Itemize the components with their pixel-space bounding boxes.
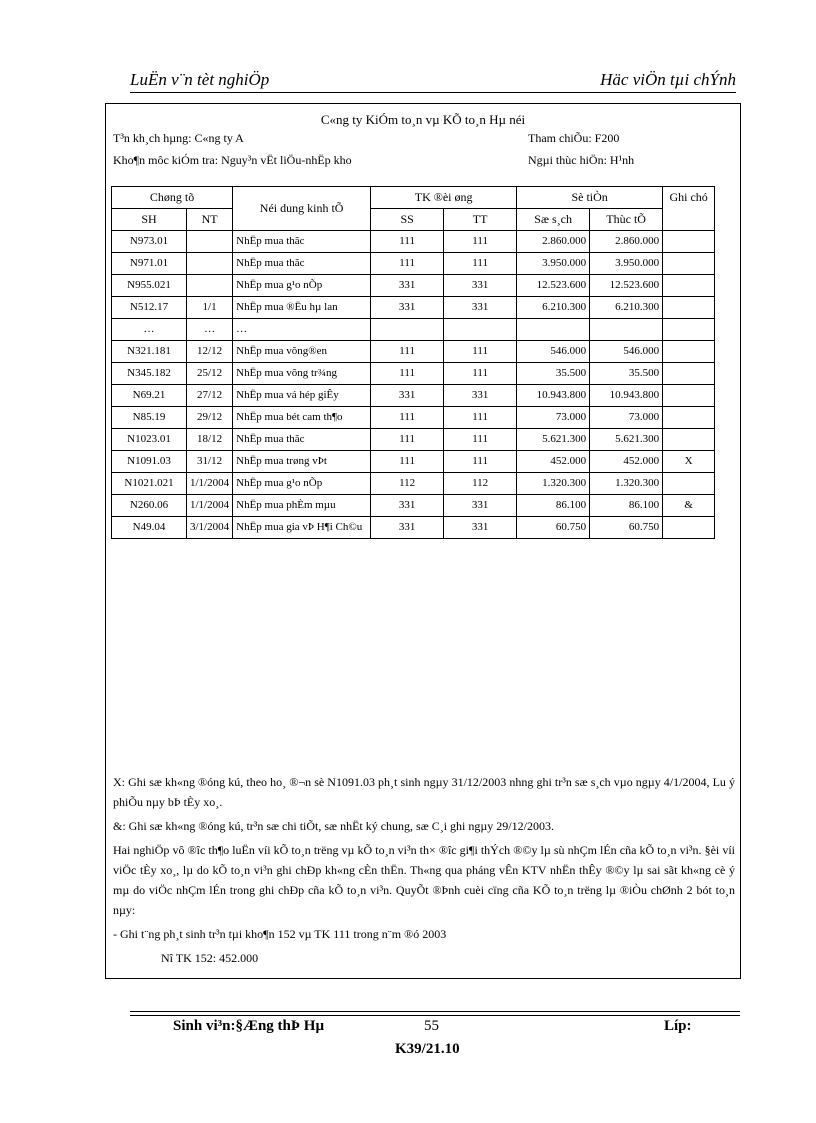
- cell-book: 60.750: [517, 517, 590, 539]
- cell-ss: 111: [371, 363, 444, 385]
- cell-actual: 452.000: [590, 451, 663, 473]
- cell-note: [663, 407, 715, 429]
- cell-tt: 331: [444, 517, 517, 539]
- cell-book: 546.000: [517, 341, 590, 363]
- cell-content: NhËp mua gia vÞ H¶i Ch©u: [233, 517, 371, 539]
- class-code: K39/21.10: [395, 1041, 460, 1057]
- cell-ss: 331: [371, 495, 444, 517]
- cell-nt: …: [187, 319, 233, 341]
- table-row: [112, 319, 715, 341]
- cell-sh: N973.01: [112, 231, 187, 253]
- cell-content: …: [233, 319, 371, 341]
- cell-ss: 331: [371, 297, 444, 319]
- cell-actual: 1.320.300: [590, 473, 663, 495]
- audit-notes: [113, 772, 735, 972]
- cell-nt: 12/12: [187, 341, 233, 363]
- vouching-table: [111, 186, 715, 539]
- cell-tt: 112: [444, 473, 517, 495]
- table-row: [112, 275, 715, 297]
- cell-book: [517, 319, 590, 341]
- cell-ss: 331: [371, 385, 444, 407]
- cell-tt: [444, 319, 517, 341]
- cell-book: 5.621.300: [517, 429, 590, 451]
- cell-ss: 331: [371, 517, 444, 539]
- cell-sh: N1091.03: [112, 451, 187, 473]
- note-amp: &: Ghi sæ kh«ng ®óng kú, tr³n sæ chi tiÕt, sæ nhËt ký chung, sæ C¸i ghi ngµy 29/12/2003.: [113, 819, 554, 833]
- cell-tt: 111: [444, 363, 517, 385]
- cell-sh: N512.17: [112, 297, 187, 319]
- sub-header-row: [112, 209, 715, 231]
- student-name: Sinh vi³n:§Æng thÞ Hµ: [173, 1018, 325, 1034]
- table-row: [112, 429, 715, 451]
- cell-sh: N955.021: [112, 275, 187, 297]
- cell-ss: 331: [371, 275, 444, 297]
- cell-nt: 18/12: [187, 429, 233, 451]
- cell-nt: [187, 275, 233, 297]
- cell-nt: [187, 231, 233, 253]
- table-row: [112, 253, 715, 275]
- cell-actual: 6.210.300: [590, 297, 663, 319]
- cell-sh: N260.06: [112, 495, 187, 517]
- cell-tt: 111: [444, 429, 517, 451]
- table-row: [112, 473, 715, 495]
- cell-actual: 35.500: [590, 363, 663, 385]
- cell-ss: [371, 319, 444, 341]
- cell-ss: 111: [371, 341, 444, 363]
- cell-actual: [590, 319, 663, 341]
- cell-book: 6.210.300: [517, 297, 590, 319]
- cell-note: [663, 253, 715, 275]
- cell-tt: 111: [444, 253, 517, 275]
- cell-sh: N321.181: [112, 341, 187, 363]
- account-header: TK ®èi øng: [371, 187, 517, 209]
- note-conclusion: Hai nghiÖp vô ®îc th¶o luËn víi kÕ to¸n trëng vµ kÕ to¸n vi³n th× ®îc gi¶i thÝch ®©y lµ sù nhÇm lÉn cña kÕ to¸n vi³n. §èi víi viÖc tÈy xo¸, lµ do kÕ to¸n vi³n ghi chÐp kh«ng cÈn thËn. Th«ng qua pháng vÊn KTV nhËn thÊy ®©y lµ sai sãt kh«ng cè ý mµ do viÖc nhÇm lÉn trong ghi chÐp cña kÕ to¸n vi³n. QuyÕt ®Þnh cuèi cïng cña KÕ to¸n trëng lµ ®iÒu chØnh 2 bót to¸n nµy:: [113, 843, 735, 917]
- running-header: [130, 70, 736, 93]
- cell-tt: 331: [444, 495, 517, 517]
- cell-nt: 25/12: [187, 363, 233, 385]
- cell-content: NhËp mua ®Ëu hµ lan: [233, 297, 371, 319]
- cell-tt: 111: [444, 231, 517, 253]
- cell-actual: 12.523.600: [590, 275, 663, 297]
- cell-nt: 3/1/2004: [187, 517, 233, 539]
- cell-tt: 111: [444, 341, 517, 363]
- cell-note: [663, 297, 715, 319]
- cell-tt: 331: [444, 385, 517, 407]
- cell-note: [663, 429, 715, 451]
- audit-area: Kho¶n môc kiÓm tra: Nguy³n vËt liÖu-nhËp kho: [113, 153, 352, 167]
- note-header: Ghi chó: [663, 187, 715, 231]
- amount-header: Sè tiÒn: [517, 187, 663, 209]
- performed-by: Ngµi thùc hiÖn: H¹nh: [528, 153, 635, 167]
- cell-tt: 331: [444, 297, 517, 319]
- content-header: Néi dung kinh tÕ: [233, 187, 371, 231]
- cell-book: 1.320.300: [517, 473, 590, 495]
- cell-ss: 111: [371, 429, 444, 451]
- cell-actual: 2.860.000: [590, 231, 663, 253]
- tt-header: TT: [444, 209, 517, 231]
- reference-code: Tham chiÕu: F200: [528, 131, 620, 145]
- cell-note: [663, 275, 715, 297]
- cell-ss: 111: [371, 253, 444, 275]
- table-row: [112, 407, 715, 429]
- cell-note: [663, 385, 715, 407]
- cell-note: [663, 363, 715, 385]
- institution-label: Häc viÖn tµi chÝnh: [600, 70, 736, 89]
- cell-sh: N1021.021: [112, 473, 187, 495]
- cell-nt: 27/12: [187, 385, 233, 407]
- meta-row-1: [106, 128, 740, 150]
- cell-actual: 5.621.300: [590, 429, 663, 451]
- cell-ss: 112: [371, 473, 444, 495]
- book-header: Sæ s¸ch: [517, 209, 590, 231]
- cell-nt: 1/1/2004: [187, 473, 233, 495]
- cell-sh: N69.21: [112, 385, 187, 407]
- footer-rule: [130, 1011, 740, 1016]
- cell-actual: 3.950.000: [590, 253, 663, 275]
- cell-content: NhËp mua bét cam th¶o: [233, 407, 371, 429]
- class-label: Líp:: [664, 1018, 692, 1034]
- table-row: [112, 297, 715, 319]
- cell-tt: 111: [444, 451, 517, 473]
- audit-worksheet: [105, 103, 741, 979]
- cell-actual: 73.000: [590, 407, 663, 429]
- table-row: [112, 385, 715, 407]
- cell-nt: 1/1: [187, 297, 233, 319]
- cell-book: 10.943.800: [517, 385, 590, 407]
- cell-note: [663, 231, 715, 253]
- cell-sh: N85.19: [112, 407, 187, 429]
- cell-sh: N971.01: [112, 253, 187, 275]
- company-title: C«ng ty KiÓm to¸n vµ KÕ to¸n Hµ néi: [320, 112, 526, 127]
- cell-ss: 111: [371, 407, 444, 429]
- cell-book: 2.860.000: [517, 231, 590, 253]
- note-adjustment: - Ghi t¨ng ph¸t sinh tr³n tµi kho¶n 152 vµ TK 111 trong n¨m ®ó 2003: [113, 927, 447, 941]
- cell-tt: 331: [444, 275, 517, 297]
- cell-content: NhËp mua g¹o nÕp: [233, 473, 371, 495]
- cell-sh: N49.04: [112, 517, 187, 539]
- cell-nt: [187, 253, 233, 275]
- cell-content: NhËp mua trøng vÞt: [233, 451, 371, 473]
- table-row: [112, 341, 715, 363]
- cell-book: 3.950.000: [517, 253, 590, 275]
- voucher-header: Chøng tõ: [112, 187, 233, 209]
- cell-nt: 1/1/2004: [187, 495, 233, 517]
- cell-ss: 111: [371, 231, 444, 253]
- cell-content: NhËp mua g¹o nÕp: [233, 275, 371, 297]
- cell-note: [663, 341, 715, 363]
- group-header-row: [112, 187, 715, 209]
- table-row: [112, 451, 715, 473]
- client-name: T³n kh¸ch hµng: C«ng ty A: [113, 131, 244, 145]
- table-row: [112, 231, 715, 253]
- cell-note: [663, 473, 715, 495]
- cell-tt: 111: [444, 407, 517, 429]
- cell-actual: 10.943.800: [590, 385, 663, 407]
- ss-header: SS: [371, 209, 444, 231]
- cell-note: [663, 319, 715, 341]
- sh-header: SH: [112, 209, 187, 231]
- cell-nt: 29/12: [187, 407, 233, 429]
- cell-note: &: [663, 495, 715, 517]
- cell-content: NhËp mua thãc: [233, 429, 371, 451]
- cell-sh: N1023.01: [112, 429, 187, 451]
- page-number: 55: [424, 1018, 439, 1034]
- cell-actual: 86.100: [590, 495, 663, 517]
- cell-nt: 31/12: [187, 451, 233, 473]
- cell-sh: …: [112, 319, 187, 341]
- cell-book: 73.000: [517, 407, 590, 429]
- cell-book: 452.000: [517, 451, 590, 473]
- cell-note: [663, 517, 715, 539]
- thesis-label: LuËn v¨n tèt nghiÖp: [130, 70, 270, 89]
- cell-content: NhËp mua võng tr¾ng: [233, 363, 371, 385]
- cell-book: 35.500: [517, 363, 590, 385]
- actual-header: Thùc tÕ: [590, 209, 663, 231]
- cell-sh: N345.182: [112, 363, 187, 385]
- cell-ss: 111: [371, 451, 444, 473]
- cell-book: 86.100: [517, 495, 590, 517]
- cell-actual: 60.750: [590, 517, 663, 539]
- cell-content: NhËp mua thãc: [233, 231, 371, 253]
- cell-note: X: [663, 451, 715, 473]
- table-row: [112, 363, 715, 385]
- cell-book: 12.523.600: [517, 275, 590, 297]
- table-row: [112, 495, 715, 517]
- note-entry: Nî TK 152: 452.000: [161, 951, 259, 965]
- note-x: X: Ghi sæ kh«ng ®óng kú, theo ho¸ ®¬n sè N1091.03 ph¸t sinh ngµy 31/12/2003 nhng ghi tr³n sæ s¸ch vµo ngµy 4/1/2004, Lu ý phiÕu nµy bÞ tÈy xo¸.: [113, 775, 735, 809]
- cell-content: NhËp mua thãc: [233, 253, 371, 275]
- cell-actual: 546.000: [590, 341, 663, 363]
- meta-row-2: [106, 150, 740, 172]
- nt-header: NT: [187, 209, 233, 231]
- table-row: [112, 517, 715, 539]
- cell-content: NhËp mua phÈm mµu: [233, 495, 371, 517]
- cell-content: NhËp mua võng®en: [233, 341, 371, 363]
- cell-content: NhËp mua vá hép giÊy: [233, 385, 371, 407]
